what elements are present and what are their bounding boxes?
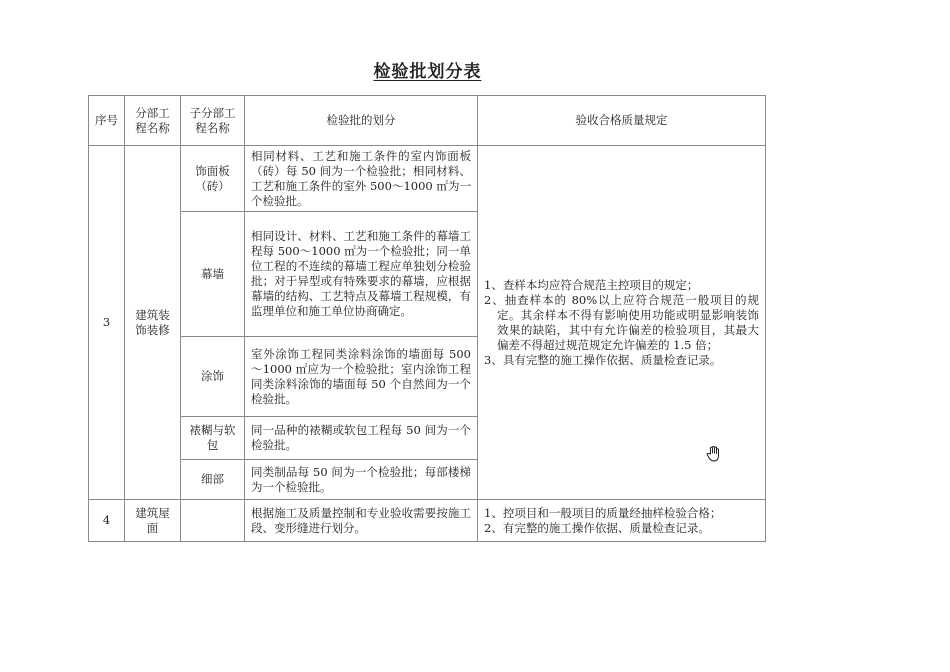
row3-seq: 3 (89, 146, 125, 500)
sub-name-facing: 饰面板（砖） (181, 146, 245, 212)
sub-batch-wallcovering: 同一品种的裱糊或软包工程每 50 间为一个检验批。 (245, 417, 478, 460)
header-seq: 序号 (89, 96, 125, 146)
header-subdivision: 子分部工程名称 (181, 96, 245, 146)
hand-cursor-icon (706, 446, 720, 462)
sub-name-wallcovering: 裱糊与软包 (181, 417, 245, 460)
header-acceptance: 验收合格质量规定 (478, 96, 766, 146)
sub-batch-curtain: 相同设计、材料、工艺和施工条件的幕墙工程每 500～1000 ㎡为一个检验批；同一单位工程的不连续的幕墙工程应单独划分检验批；对于异型或有特殊要求的幕墙，应根据幕墙的结构、工艺特点及幕墙工程规模，有监理单位和施工单位协商确定。 (245, 212, 478, 337)
acceptance-item: 2、有完整的施工操作依据、质量检查记录。 (484, 520, 710, 535)
table-header-row (89, 96, 766, 146)
table-row (89, 500, 766, 542)
table-row (89, 146, 766, 212)
sub-batch-painting: 室外涂饰工程同类涂料涂饰的墙面每 500～1000 ㎡应为一个检验批；室内涂饰工程同类涂料涂饰的墙面每 50 个自然间为一个检验批。 (245, 337, 478, 417)
sub-batch-details: 同类制品每 50 间为一个检验批；每部楼梯为一个检验批。 (245, 460, 478, 500)
acceptance-item: 2、抽查样本的 80%以上应符合规范一般项目的规定。其余样本不得有影响使用功能或明显影响装饰效果的缺陷，其中有允许偏差的检验项目，其最大偏差不得超过规范规定允许偏差的 1.5 倍； (484, 292, 759, 352)
row3-division: 建筑装饰装修 (125, 146, 181, 500)
row4-subdivision (181, 500, 245, 542)
header-division: 分部工程名称 (125, 96, 181, 146)
row4-acceptance (478, 500, 766, 542)
row3-acceptance (478, 146, 766, 500)
row4-seq: 4 (89, 500, 125, 542)
batch-division-table (88, 95, 766, 542)
sub-name-details: 细部 (181, 460, 245, 500)
header-batch: 检验批的划分 (245, 96, 478, 146)
acceptance-item: 3、具有完整的施工操作依据、质量检查记录。 (484, 352, 722, 367)
sub-batch-facing: 相同材料、工艺和施工条件的室内饰面板（砖）每 50 间为一个检验批；相同材料、工艺和施工条件的室外 500～1000 ㎡为一个检验批。 (245, 146, 478, 212)
sub-name-curtain: 幕墙 (181, 212, 245, 337)
row4-batch: 根据施工及质量控制和专业验收需要按施工段、变形缝进行划分。 (245, 500, 478, 542)
page-title: 检验批划分表 (373, 62, 482, 82)
acceptance-item: 1、查样本均应符合规范主控项目的规定； (484, 277, 699, 292)
acceptance-item: 1、控项目和一般项目的质量经抽样检验合格； (484, 505, 722, 520)
sub-name-painting: 涂饰 (181, 337, 245, 417)
row4-division: 建筑屋面 (125, 500, 181, 542)
